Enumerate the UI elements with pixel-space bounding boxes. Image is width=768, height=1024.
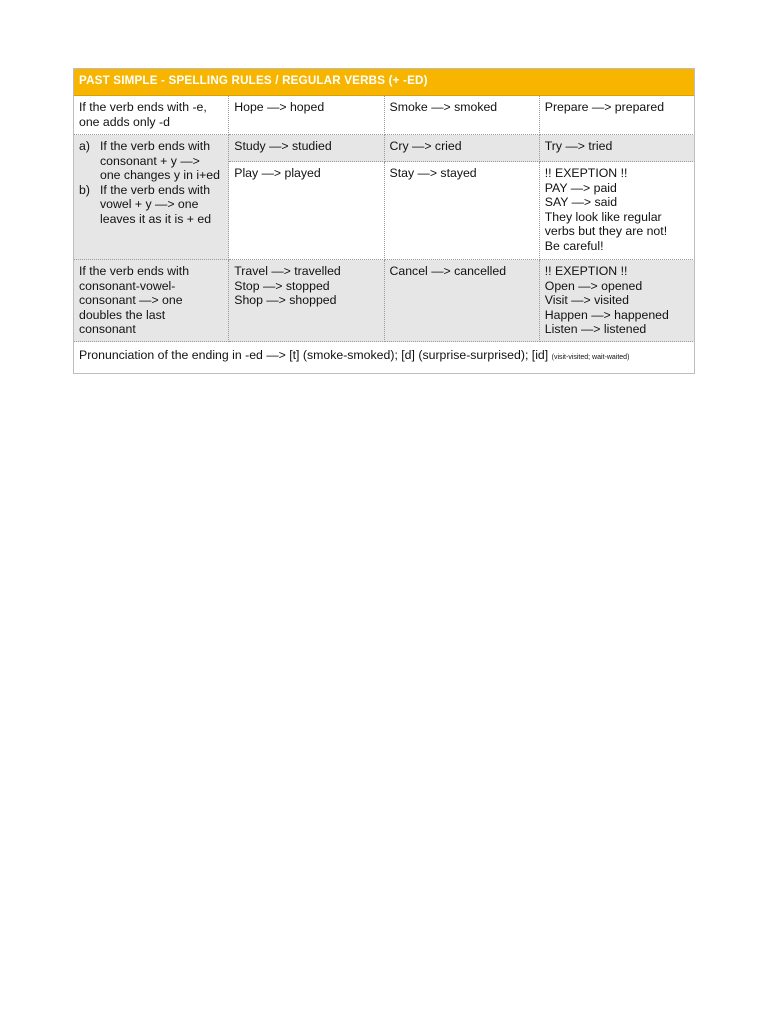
case-marker: b) [79, 182, 90, 197]
list-item [79, 139, 223, 183]
spelling-rules-table [73, 68, 695, 374]
exception-cell [539, 162, 694, 260]
example-cell: Cry —> cried [384, 135, 539, 162]
example-cell: Stay —> stayed [384, 162, 539, 260]
rule-case-list [79, 139, 223, 227]
case-marker: a) [79, 139, 90, 153]
exception-line: Happen —> happened [544, 307, 669, 322]
spelling-rules-sheet [73, 68, 695, 374]
case-text: If the verb ends with consonant + y —> one changes y in i+ed [100, 139, 220, 183]
example-cell: Smoke —> smoked [384, 96, 539, 135]
rule-cell-e-ending: If the verb ends with -e, one adds only -d [74, 96, 229, 135]
rule-cell-cvc-ending: If the verb ends with consonant-vowel-consonant —> one doubles the last consonant [74, 260, 229, 342]
exception-note: They look like regular verbs but they are not! [544, 209, 668, 239]
pronunciation-examples: (visit-visited; wait-waited) [551, 354, 630, 361]
exception-heading: !! EXEPTION !! [544, 264, 628, 278]
pronunciation-note [74, 342, 695, 374]
exception-line: Open —> opened [544, 278, 643, 293]
table-row [74, 96, 695, 135]
case-text: If the verb ends with vowel + y —> one leaves it as it is + ed [100, 182, 212, 226]
table-title-row [74, 69, 695, 96]
table-row [74, 135, 695, 162]
exception-warning: Be careful! [544, 238, 604, 253]
rule-cell-y-ending [74, 135, 229, 260]
example-line: Stop —> stopped [234, 278, 330, 293]
exception-line: PAY —> paid [544, 180, 617, 195]
list-item [79, 183, 223, 227]
example-cell: Prepare —> prepared [539, 96, 694, 135]
example-line: Travel —> travelled [234, 264, 341, 278]
example-line: Shop —> shopped [234, 293, 337, 308]
example-cell: Play —> played [229, 162, 384, 260]
example-cell: Hope —> hoped [229, 96, 384, 135]
exception-line: SAY —> said [544, 195, 618, 210]
exception-cell [539, 260, 694, 342]
pronunciation-text: Pronunciation of the ending in -ed —> [t] (smoke-smoked); [d] (surprise-surprised); [id] [79, 348, 552, 362]
table-title: PAST SIMPLE - SPELLING RULES / REGULAR VERBS (+ -ED) [74, 69, 695, 96]
example-cell [229, 260, 384, 342]
example-cell: Cancel —> cancelled [384, 260, 539, 342]
exception-heading: !! EXEPTION !! [544, 166, 628, 180]
example-cell: Study —> studied [229, 135, 384, 162]
exception-line: Listen —> listened [544, 322, 647, 337]
table-row [74, 260, 695, 342]
example-cell: Try —> tried [539, 135, 694, 162]
exception-line: Visit —> visited [544, 293, 629, 308]
pronunciation-row [74, 342, 695, 374]
